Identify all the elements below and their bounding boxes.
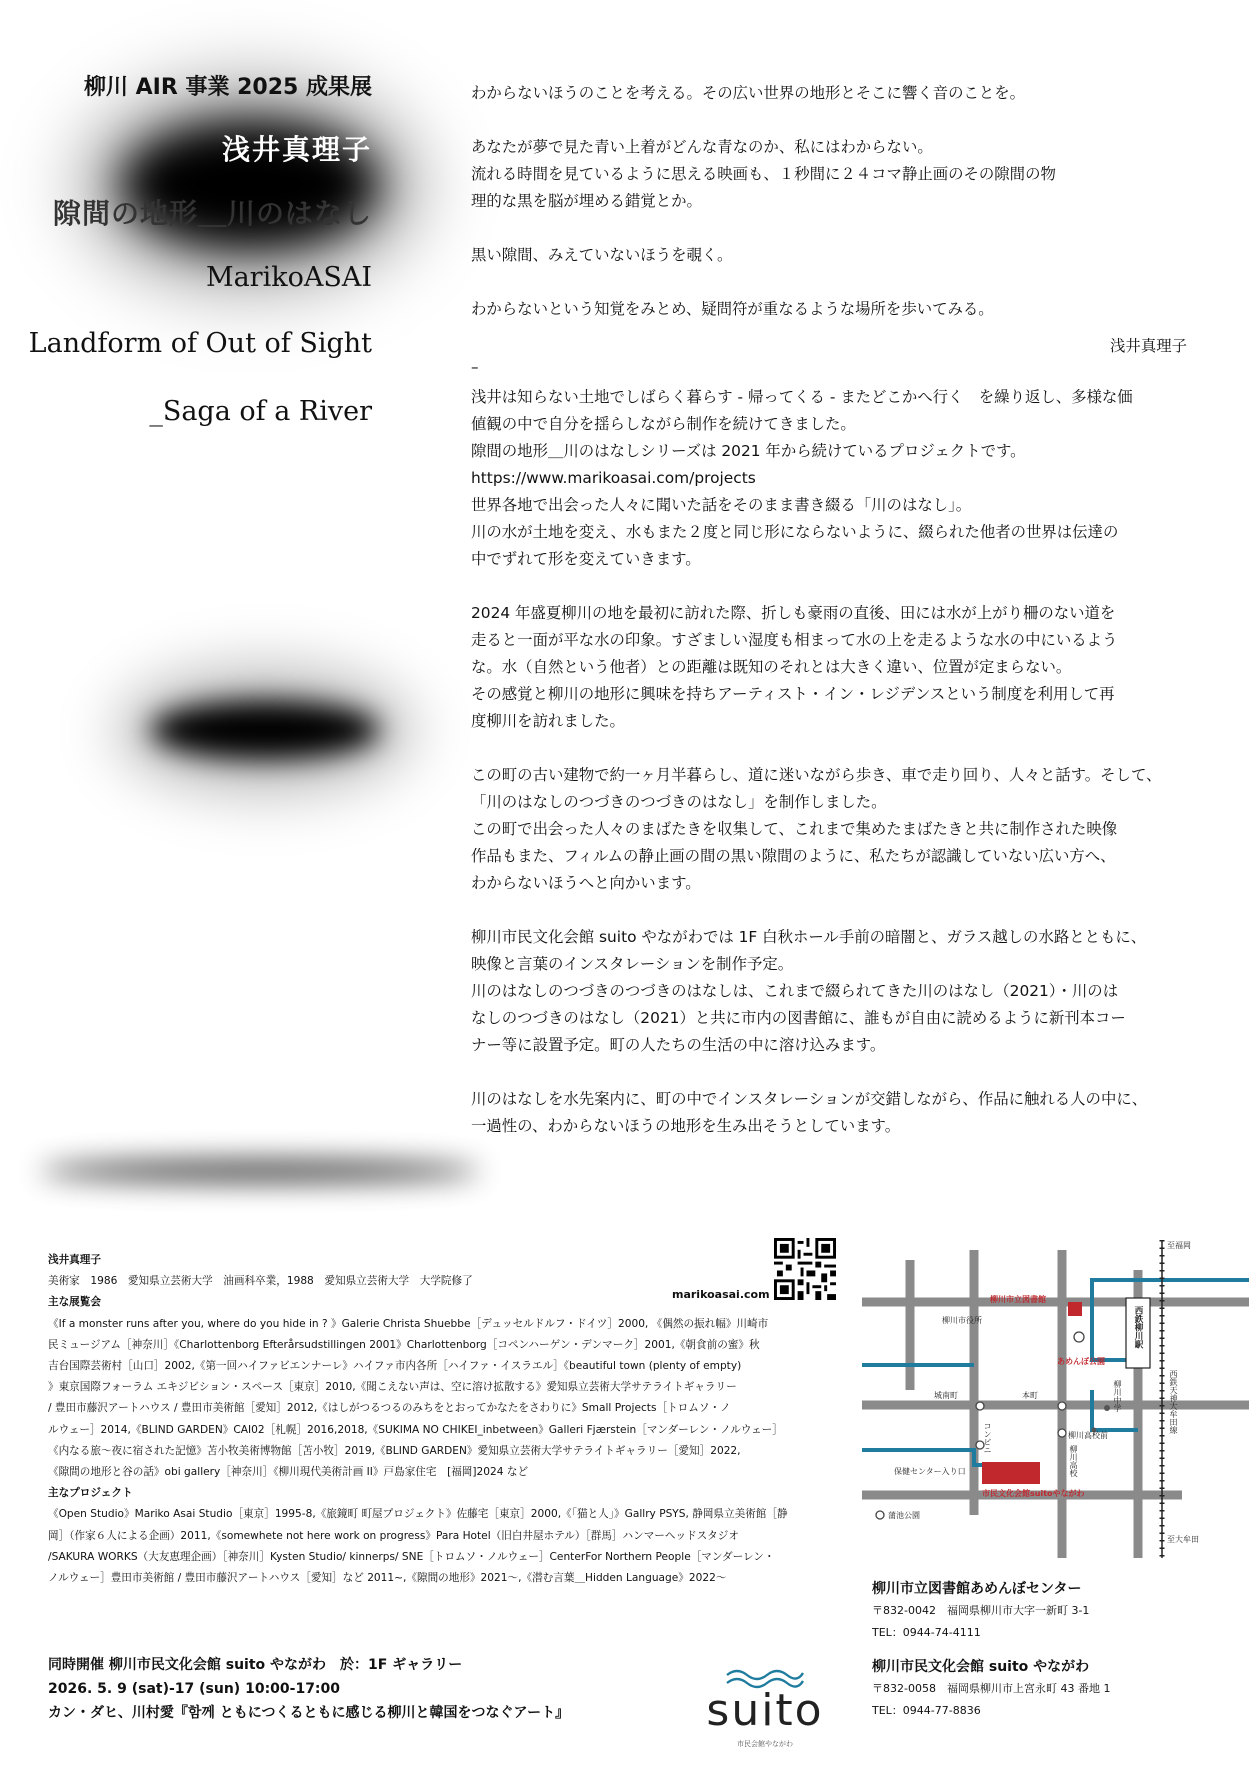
statement-signature: 浅井真理子 — [1110, 337, 1187, 355]
body-line: 一過性の、わからないほうの地形を生み出そうとしています。 — [471, 1117, 901, 1135]
exhibitions-heading: 主な展覧会 — [48, 1296, 101, 1309]
body-paragraph-4 — [471, 924, 1201, 1059]
body-line: 走ると一面が平な水の印象。すざましい湿度も相まって水の上を走るような水の中にいるよう — [471, 631, 1118, 649]
map-label-station: 西鉄柳川駅 — [1133, 1306, 1143, 1349]
exhibition-line: 《内なる旅～夜に宿された記憶》苫小牧美術博物館［苫小牧］2019,《BLIND GARDEN》愛知県立芸術大学サテライトギャラリー［愛知］2022, — [48, 1444, 741, 1457]
map-label-honmachi: 本町 — [1022, 1391, 1038, 1400]
venue-suito — [872, 1656, 1110, 1722]
body-line: 川のはなしのつづきのつづきのはなしは、これまで綴られてきた川のはなし（2021）・川のは — [471, 982, 1119, 1000]
artist-name-jp: 浅井真理子 — [221, 133, 372, 166]
body-line: 「川のはなしのつづきのつづきのはなし」を制作しました。 — [471, 793, 887, 811]
access-map — [862, 1240, 1249, 1558]
body-line: 映像と言葉のインスタレーションを制作予定。 — [471, 955, 794, 973]
exhibition-line: 《If a monster runs after you, where do you hide in ? 》Galerie Christa Shuebbe［デュッセルドルフ・ドイツ］2000, 《偶然の振れ幅》川崎市 — [48, 1317, 769, 1330]
body-line: 川の水が土地を変え、水もまた２度と同じ形にならないように、綴られた他者の世界は伝達の — [471, 523, 1119, 541]
project-line: 《Open Studio》Mariko Asai Studio［東京］1995-8,《旅鏡町 町屋プロジェクト》佐藤宅［東京］2000,《「猫と人」》Gallry PSYS, 静岡県立美術館［静 — [48, 1508, 788, 1521]
map-roads — [862, 1250, 1249, 1558]
bio-name: 浅井真理子 — [48, 1254, 101, 1266]
concurrent-line-1: 同時開催 柳川市民文化会館 suito やながわ 於：1F ギャラリー — [48, 1657, 463, 1673]
map-label-amenbo: あめんぼ公園 — [1057, 1357, 1105, 1366]
map-label-suito: 市民文化会館suitoやながわ — [982, 1489, 1085, 1498]
concurrent-event — [48, 1653, 569, 1725]
body-line: な。水（自然という他者）との距離は既知のそれとは大きく違い、位置が定まらない。 — [471, 658, 1072, 676]
body-line: 隙間の地形＿川のはなしシリーズは 2021 年から続けているプロジェクトです。 — [471, 442, 1026, 460]
body-paragraph-5 — [471, 1086, 1201, 1140]
statement-line: 理的な黒を脳が埋める錯覚とか。 — [471, 192, 702, 210]
project-line: /SAKURA WORKS（大友恵理企画）［神奈川］Kysten Studio/ kinnerps/ SNE［トロムソ・ノルウェー］CenterFor Northern People［マンダーレン・ — [48, 1550, 775, 1563]
work-title-jp: 隙間の地形＿川のはなし — [52, 197, 372, 230]
body-line: 柳川市民文化会館 suito やながわでは 1F 白秋ホール手前の暗闇と、ガラス越しの水路とともに、 — [471, 928, 1147, 946]
map-rivers — [862, 1280, 1249, 1465]
body-line: 浅井は知らない土地でしばらく暮らす - 帰ってくる - またどこかへ行く を繰り返し、多様な価 — [471, 388, 1133, 406]
ellipse-bottom — [40, 1160, 480, 1182]
suito-wordmark: suito — [706, 1685, 824, 1736]
map-label-jonai: 城南町 — [934, 1391, 958, 1400]
statement-line: わからないという知覚をみとめ、疑問符が重なるような場所を歩いてみる。 — [471, 300, 994, 318]
body-line: 値観の中で自分を揺らしながら制作を続けてきました。 — [471, 415, 856, 433]
map-label-kanzaki: 蒲池公園 — [888, 1511, 920, 1520]
suito-logo — [700, 1665, 830, 1755]
artist-name-en: MarikoASAI — [205, 262, 372, 293]
statement — [471, 80, 1201, 323]
ellipse-middle — [150, 700, 380, 760]
statement-line: あなたが夢で見た青い上着がどんな青なのか、私にはわからない。 — [471, 138, 933, 156]
map-label-to-omuta: 至大牟田 — [1167, 1535, 1199, 1544]
map-label-kanbe: 柳川中学 — [1113, 1380, 1122, 1412]
body-line: なしのつづきのはなし（2021）と共に市内の図書館に、誰もが自由に読めるように新刊本コー — [471, 1009, 1126, 1027]
body-paragraph-3 — [471, 762, 1201, 897]
body-paragraph-1 — [471, 384, 1201, 573]
suito-marker — [982, 1462, 1040, 1484]
map-graphic — [862, 1240, 1249, 1558]
exhibition-line: 《隙間の地形と谷の話》obi gallery［神奈川］《柳川現代美術計画 II》戸島家住宅 [福岡]2024 など — [48, 1466, 529, 1479]
work-title-en-2: _Saga of a River — [149, 396, 372, 427]
bio-profile: 美術家 1986 愛知県立芸術大学 油画科卒業，1988 愛知県立芸術大学 大学院修了 — [48, 1275, 473, 1288]
body-line: わからないほうへと向かいます。 — [471, 874, 701, 892]
body-line: その感覚と柳川の地形に興味を持ちアーティスト・イン・レジデンスという制度を利用して再 — [471, 685, 1115, 703]
venue-address: 〒832-0042 福岡県柳川市大字一新町 3-1 — [872, 1604, 1090, 1617]
qr-caption[interactable]: marikoasai.com — [672, 1288, 770, 1301]
body-line: 中でずれて形を変えていきます。 — [471, 550, 701, 568]
map-label-library: 柳川市立図書館 — [990, 1295, 1046, 1304]
concurrent-line-3: カン・ダヒ、川村愛『함께 ともにつくるともに感じる柳川と韓国をつなぐアート』 — [48, 1705, 570, 1721]
body-line: この町の古い建物で約一ヶ月半暮らし、道に迷いながら歩き、車で走り回り、人々と話す。そして、 — [471, 766, 1162, 784]
project-line: 岡］（作家６人による企画）2011,《somewhete not here work on progress》Para Hotel（旧白井屋ホテル）［群馬］ハンマーヘッドスタジオ — [48, 1529, 739, 1542]
map-label-hoken: 保健センター入り口 — [894, 1467, 966, 1476]
exhibition-line: ルウェー］2014,《BLIND GARDEN》CAI02［札幌］2016,2018,《SUKIMA NO CHIKEI_inbetween》Galleri Fjærstein［マンダーレン・ノルウェー］ — [48, 1423, 783, 1436]
library-marker — [1068, 1302, 1082, 1316]
map-label-railway: 西鉄天神大牟田線 — [1169, 1370, 1178, 1434]
statement-line: 黒い隙間、みえていないほうを覗く。 — [471, 246, 733, 264]
title-block — [0, 0, 372, 440]
concurrent-line-2: 2026. 5. 9 (sat)-17 (sun) 10:00-17:00 — [48, 1681, 341, 1697]
map-label-yanagawa-school: 柳川高校前 — [1068, 1431, 1108, 1440]
statement-line: わからないほうのことを考える。その広い世界の地形とそこに響く音のことを。 — [471, 84, 1026, 102]
project-line: ノルウェー］豊田市美術館 / 豊田市藤沢アートハウス［愛知］など 2011~,《隙間の地形》2021～,《潜む言葉＿Hidden Language》2022～ — [48, 1572, 727, 1585]
body-line: ナー等に設置予定。町の人たちの生活の中に溶け込みます。 — [471, 1036, 886, 1054]
projects-heading: 主なプロジェクト — [48, 1487, 133, 1500]
statement-line: 流れる時間を見ているように思える映画も、１秒間に２４コマ静止画のその隙間の物 — [471, 165, 1056, 183]
exhibition-line: / 豊田市藤沢アートハウス / 豊田市美術館［愛知］2012,《はしがつるつるのみちをとおってかなたをさわりに》Small Projects［トロムソ・ノ — [48, 1402, 731, 1415]
venue-tel: TEL：0944-77-8836 — [872, 1704, 981, 1717]
map-label-shiyakusho: 柳川市役所 — [942, 1316, 982, 1325]
exhibition-line: 民ミュージアム［神奈川］《Charlottenborg Efterårsudstillingen 2001》Charlottenborg［コペンハーゲン・デンマーク］2001,《朝食前の蜜》秋 — [48, 1338, 760, 1351]
work-title-en-1: Landform of Out of Sight — [28, 328, 372, 359]
body-line: 川のはなしを水先案内に、町の中でインスタレーションが交錯しながら、作品に触れる人の中に、 — [471, 1090, 1148, 1108]
separator-dash: – — [471, 358, 479, 376]
event-title: 柳川 AIR 事業 2025 成果展 — [83, 75, 372, 100]
exhibition-line: 》東京国際フォーラム エキジビション・スペース［東京］2010,《聞こえない声は、空に溶け拡散する》愛知県立芸術大学サテライトギャラリー — [48, 1381, 737, 1394]
venue-library — [872, 1578, 1089, 1644]
venue-address: 〒832-0058 福岡県柳川市上宮永町 43 番地 1 — [872, 1682, 1111, 1695]
qr-code-icon[interactable] — [774, 1238, 836, 1300]
body-paragraph-2 — [471, 600, 1201, 735]
body-line: 度柳川を訪れました。 — [471, 712, 625, 730]
map-label-to-fukuoka: 至福岡 — [1167, 1241, 1191, 1250]
body-line: 世界各地で出会った人々に聞いた話をそのまま書き綴る「川のはなし」。 — [471, 496, 972, 514]
body-line: この町で出会った人々のまばたきを収集して、これまで集めたまばたきと共に制作された映像 — [471, 820, 1118, 838]
body-line: 2024 年盛夏柳川の地を最初に訪れた際、折しも豪雨の直後、田には水が上がり柵のない道を — [471, 604, 1116, 622]
exhibition-line: 吉台国際芸術村［山口］2002,《第一回ハイファビエンナーレ》ハイファ市内各所［ハイファ・イスラエル］《beautiful town (plenty of empty) — [48, 1360, 742, 1373]
venue-name: 柳川市民文化会館 suito やながわ — [872, 1659, 1090, 1675]
body-line: 作品もまた、フィルムの静止画の間の黒い隙間のように、私たちが認識していない広い方へ、 — [471, 847, 1116, 865]
project-url[interactable]: https://www.marikoasai.com/projects — [471, 469, 756, 487]
venue-name: 柳川市立図書館あめんぼセンター — [872, 1581, 1082, 1597]
map-label-konbini: コンビニ — [983, 1422, 992, 1454]
venue-tel: TEL：0944-74-4111 — [872, 1626, 981, 1639]
suito-subtitle: 市民会館やながわ — [737, 1740, 793, 1748]
map-label-yanagawa-high: 柳川高校 — [1069, 1445, 1078, 1477]
